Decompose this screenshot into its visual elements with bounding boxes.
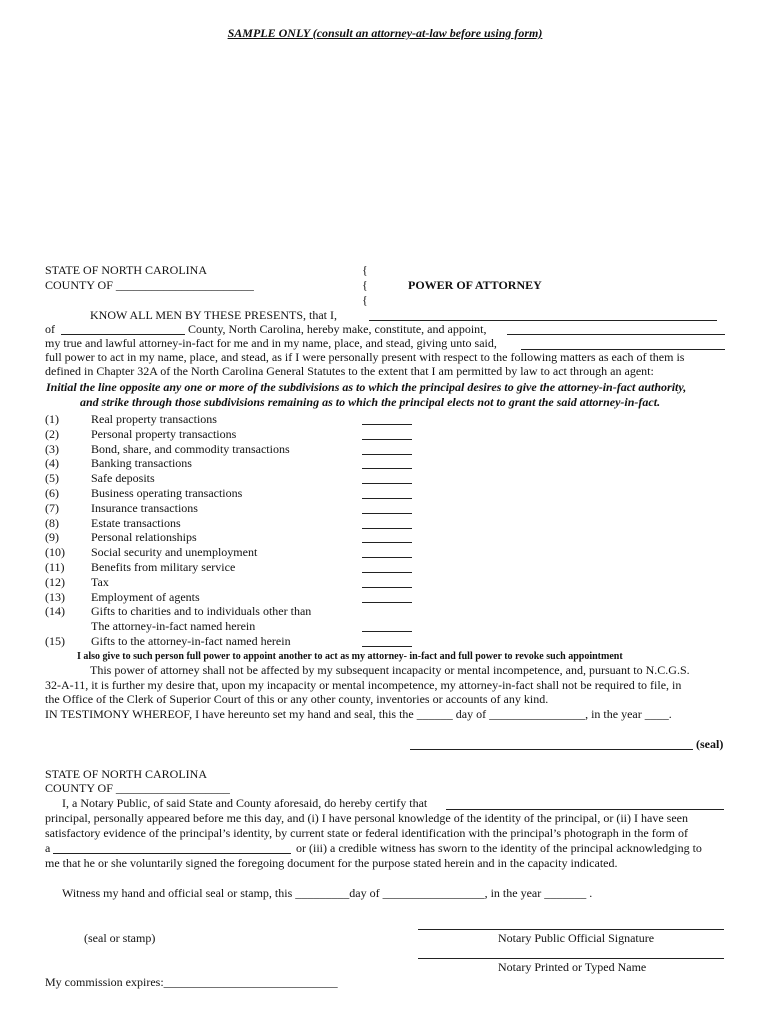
item-label: Gifts to charities and to individuals other than	[91, 604, 312, 619]
initial-blank[interactable]	[362, 572, 412, 573]
item-number: (8)	[45, 515, 59, 530]
item-label: Benefits from military service	[91, 560, 236, 574]
seal-or-stamp: (seal or stamp)	[84, 931, 156, 945]
commission-blank[interactable]: _____________________________	[163, 975, 338, 989]
item-number: (1)	[45, 412, 59, 426]
notary-state: STATE OF NORTH CAROLINA	[45, 767, 207, 781]
notary-line-3: satisfactory evidence of the principal’s identity, by current state or federal identification with the principal’s photograph in the form of	[45, 826, 689, 840]
item-number: (7)	[45, 500, 59, 515]
notary-signature-line[interactable]	[418, 929, 724, 930]
caption-county	[45, 278, 254, 292]
notary-printed-line[interactable]	[418, 958, 724, 959]
item-number: (10)	[45, 545, 65, 560]
body-line-5: defined in Chapter 32A of the North Carolina General Statutes to the extent that I am permitted by law to act through an agent:	[45, 364, 654, 378]
item-label: Personal property transactions	[91, 426, 237, 441]
notary-line-5: me that he or she voluntarily signed the foregoing document for the purpose stated herein and in the capacity indicated.	[45, 856, 618, 870]
notary-line-1: I, a Notary Public, of said State and County aforesaid, do hereby certify that	[62, 796, 428, 810]
initial-blank[interactable]	[362, 424, 412, 425]
initial-blank[interactable]	[362, 513, 412, 514]
commission-label: My commission expires:	[45, 975, 164, 989]
seal-label: (seal)	[696, 737, 724, 751]
item-number: (11)	[45, 560, 65, 574]
closing-p3: the Office of the Clerk of Superior Court of this or any other county, inventories or accounts of any kind.	[45, 692, 549, 706]
item-number: (2)	[45, 426, 59, 441]
document-header	[0, 26, 770, 40]
item-number: (12)	[45, 574, 65, 589]
caption-state: STATE OF NORTH CAROLINA	[45, 263, 207, 277]
item-label: Insurance transactions	[91, 500, 198, 515]
principal-signature-line[interactable]	[410, 749, 693, 750]
item-label: Personal relationships	[91, 530, 197, 545]
initial-blank[interactable]	[362, 646, 412, 647]
instruction-line-1: Initial the line opposite any one or more of the subdivisions as to which the principal desires to give the attorney-in-fact authority,	[46, 380, 687, 394]
closing-p1: This power of attorney shall not be affected by my subsequent incapacity or mental incompetence, and, pursuant to N.C.G.S.	[90, 663, 690, 677]
notary-principal-blank[interactable]	[446, 809, 724, 810]
item-label: Real property transactions	[91, 412, 217, 426]
notary-county-label: COUNTY OF	[45, 781, 113, 795]
initial-blank[interactable]	[362, 468, 412, 469]
know-all-text: KNOW ALL MEN BY THESE PRESENTS, that I,	[90, 308, 338, 322]
id-form-blank[interactable]	[53, 853, 291, 854]
header-text: SAMPLE ONLY (consult an attorney-at-law before using form)	[227, 26, 543, 40]
witness-text: Witness my hand and official seal or stamp, this _________day of _________________, in the year _______ .	[62, 886, 593, 900]
body-line-3: my true and lawful attorney-in-fact for me and in my name, place, and stead, giving unto said,	[45, 336, 497, 350]
initial-blank[interactable]	[362, 483, 412, 484]
item-label: Social security and unemployment	[91, 545, 258, 560]
caption-county-blank[interactable]: _______________________	[115, 278, 254, 292]
item-number: (14)	[45, 604, 65, 619]
item-label: Gifts to the attorney-in-fact named herein	[91, 634, 291, 648]
attorney-name-blank[interactable]	[507, 334, 725, 335]
initial-blank[interactable]	[362, 439, 412, 440]
testimony-text: IN TESTIMONY WHEREOF, I have hereunto set my hand and seal, this the ______ day of ________________, in the year ____.	[45, 707, 672, 721]
caption-county-label: COUNTY OF	[45, 278, 113, 292]
notary-line-4a: a	[45, 841, 51, 855]
initial-blank[interactable]	[362, 498, 412, 499]
principal-name-blank[interactable]	[369, 320, 717, 321]
item-number: (15)	[45, 634, 65, 648]
body-line-4: full power to act in my name, place, and stead, as if I were personally present with respect to the following matters as each of them is	[45, 350, 685, 364]
item-number: (3)	[45, 441, 59, 456]
item-label: Employment of agents	[91, 589, 200, 604]
item-label: Safe deposits	[91, 471, 155, 486]
notary-printed-label: Notary Printed or Typed Name	[498, 960, 647, 974]
item-number: (4)	[45, 456, 59, 471]
initial-blank[interactable]	[362, 557, 412, 558]
substitution-text: I also give to such person full power to appoint another to act as my attorney- in-fact and full power to revoke such appointment	[77, 651, 623, 662]
brace-2: {	[362, 278, 368, 292]
item-label: Banking transactions	[91, 456, 192, 471]
principal-county-blank[interactable]	[61, 334, 185, 335]
item-number: (6)	[45, 486, 59, 500]
item-number: (13)	[45, 589, 65, 604]
notary-county	[45, 781, 230, 795]
instruction-line-2: and strike through those subdivisions remaining as to which the principal elects not to grant the said attorney-in-fact.	[80, 395, 661, 409]
initial-blank[interactable]	[362, 454, 412, 455]
item-label: Business operating transactions	[91, 486, 243, 500]
commission-expires	[45, 975, 338, 989]
notary-signature-label: Notary Public Official Signature	[498, 931, 655, 945]
form-title: POWER OF ATTORNEY	[408, 278, 542, 292]
notary-line-2: principal, personally appeared before me this day, and (i) I have personal knowledge of the identity of the principal, or (ii) I have seen	[45, 811, 688, 825]
initial-blank[interactable]	[362, 631, 412, 632]
of-label: of	[45, 322, 55, 336]
notary-county-blank[interactable]: ___________________	[115, 781, 230, 795]
item-number: (9)	[45, 530, 59, 545]
brace-3: {	[362, 293, 368, 307]
initial-blank[interactable]	[362, 542, 412, 543]
closing-p2: 32-A-11, it is further my desire that, upon my incapacity or mental incompetence, my attorney-in-fact shall not be required to file, in	[45, 678, 682, 692]
item-label: Estate transactions	[91, 515, 181, 530]
item-label: The attorney-in-fact named herein	[91, 619, 256, 634]
initial-blank[interactable]	[362, 587, 412, 588]
initial-blank[interactable]	[362, 528, 412, 529]
initial-blank[interactable]	[362, 602, 412, 603]
notary-line-4b: or (iii) a credible witness has sworn to the identity of the principal acknowledging to	[296, 841, 702, 855]
item-label: Tax	[91, 574, 109, 589]
of-line-text: County, North Carolina, hereby make, constitute, and appoint,	[188, 322, 487, 336]
brace-1: {	[362, 263, 368, 277]
item-number: (5)	[45, 471, 59, 486]
item-label: Bond, share, and commodity transactions	[91, 441, 290, 456]
